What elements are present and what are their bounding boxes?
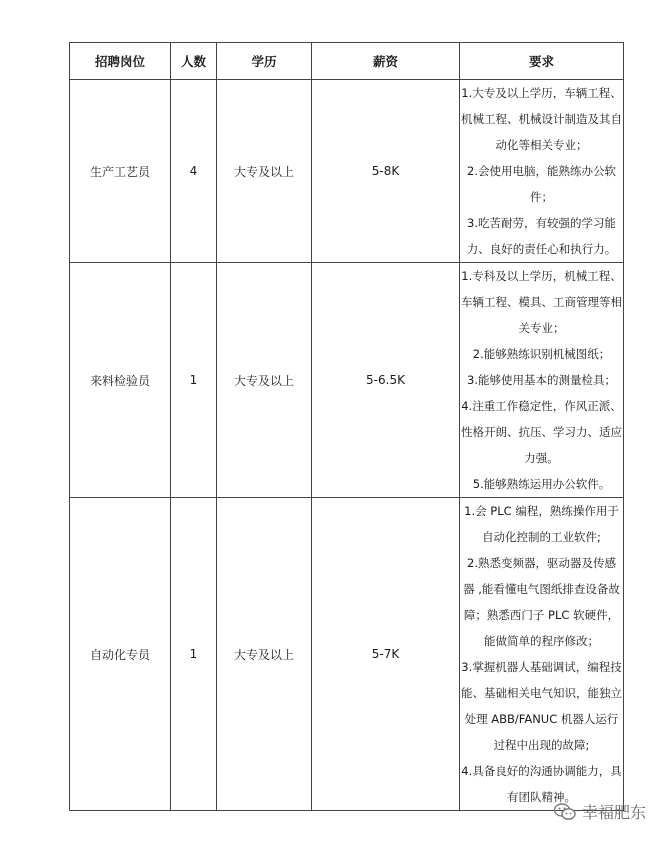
- requirement-line: 5.能够熟练运用办公软件。: [472, 477, 611, 491]
- education-cell: 大专及以上: [217, 263, 312, 498]
- requirement-line: 4.注重工作稳定性，作风正派、: [461, 399, 622, 413]
- requirement-line: 车辆工程、模具、工商管理等相: [461, 295, 622, 309]
- table-row: [70, 498, 624, 811]
- salary-cell: 5-7K: [312, 498, 460, 811]
- requirement-line: 器 ,能看懂电气图纸排查设备故: [463, 582, 620, 596]
- requirement-line: 1.会 PLC 编程，熟练操作用于: [464, 504, 619, 518]
- header-requirements: 要求: [460, 43, 624, 80]
- requirement-line: 自动化控制的工业软件;: [482, 530, 601, 544]
- wechat-icon: [554, 803, 576, 821]
- requirement-line: 3.吃苦耐劳，有较强的学习能: [467, 216, 616, 230]
- requirement-line: 能、基础相关电气知识，能独立: [461, 686, 622, 700]
- requirement-line: 障；熟悉西门子 PLC 软硬件，: [463, 608, 620, 622]
- header-salary: 薪资: [312, 43, 460, 80]
- header-count: 人数: [171, 43, 217, 80]
- requirement-line: 4.具备良好的沟通协调能力，具: [461, 764, 622, 778]
- requirement-line: 动化等相关专业；: [495, 138, 588, 152]
- requirement-line: 1.大专及以上学历，车辆工程、: [461, 86, 622, 100]
- requirement-line: 机械工程、机械设计制造及其自: [461, 112, 622, 126]
- requirement-line: 2.会使用电脑，能熟练办公软: [467, 164, 616, 178]
- table-row: [70, 263, 624, 498]
- requirement-line: 2.能够熟练识别机械图纸；: [472, 347, 611, 361]
- watermark-text: 幸福肥东: [581, 803, 646, 822]
- requirement-line: 力强。: [524, 451, 559, 465]
- requirement-line: 3.掌握机器人基础调试，编程技: [461, 660, 622, 674]
- table-header-row: [70, 43, 624, 80]
- education-cell: 大专及以上: [217, 80, 312, 263]
- position-cell: 来料检验员: [70, 263, 171, 498]
- requirements-cell: [460, 498, 624, 811]
- requirement-line: 处理 ABB/FANUC 机器人运行: [464, 712, 619, 726]
- header-education: 学历: [217, 43, 312, 80]
- table-row: [70, 80, 624, 263]
- requirement-line: 有团队精神。: [507, 790, 576, 804]
- requirement-line: 过程中出现的故障;: [493, 738, 590, 752]
- watermark: [554, 800, 646, 823]
- requirement-line: 2.熟悉变频器，驱动器及传感: [467, 556, 616, 570]
- requirements-cell: [460, 80, 624, 263]
- requirement-line: 能做简单的程序修改；: [484, 634, 599, 648]
- education-cell: 大专及以上: [217, 498, 312, 811]
- salary-cell: 5-6.5K: [312, 263, 460, 498]
- requirement-line: 性格开朗、抗压、学习力、适应: [461, 425, 622, 439]
- header-position: 招聘岗位: [70, 43, 171, 80]
- count-cell: 1: [171, 263, 217, 498]
- position-cell: 自动化专员: [70, 498, 171, 811]
- salary-cell: 5-8K: [312, 80, 460, 263]
- position-cell: 生产工艺员: [70, 80, 171, 263]
- count-cell: 1: [171, 498, 217, 811]
- requirement-line: 1.专科及以上学历，机械工程、: [461, 269, 622, 283]
- job-table: [69, 42, 624, 811]
- count-cell: 4: [171, 80, 217, 263]
- requirement-line: 件；: [530, 190, 553, 204]
- requirements-cell: [460, 263, 624, 498]
- requirement-line: 力、良好的责任心和执行力。: [466, 242, 617, 256]
- requirement-line: 关专业；: [518, 321, 565, 335]
- requirement-line: 3.能够使用基本的测量检具；: [467, 373, 616, 387]
